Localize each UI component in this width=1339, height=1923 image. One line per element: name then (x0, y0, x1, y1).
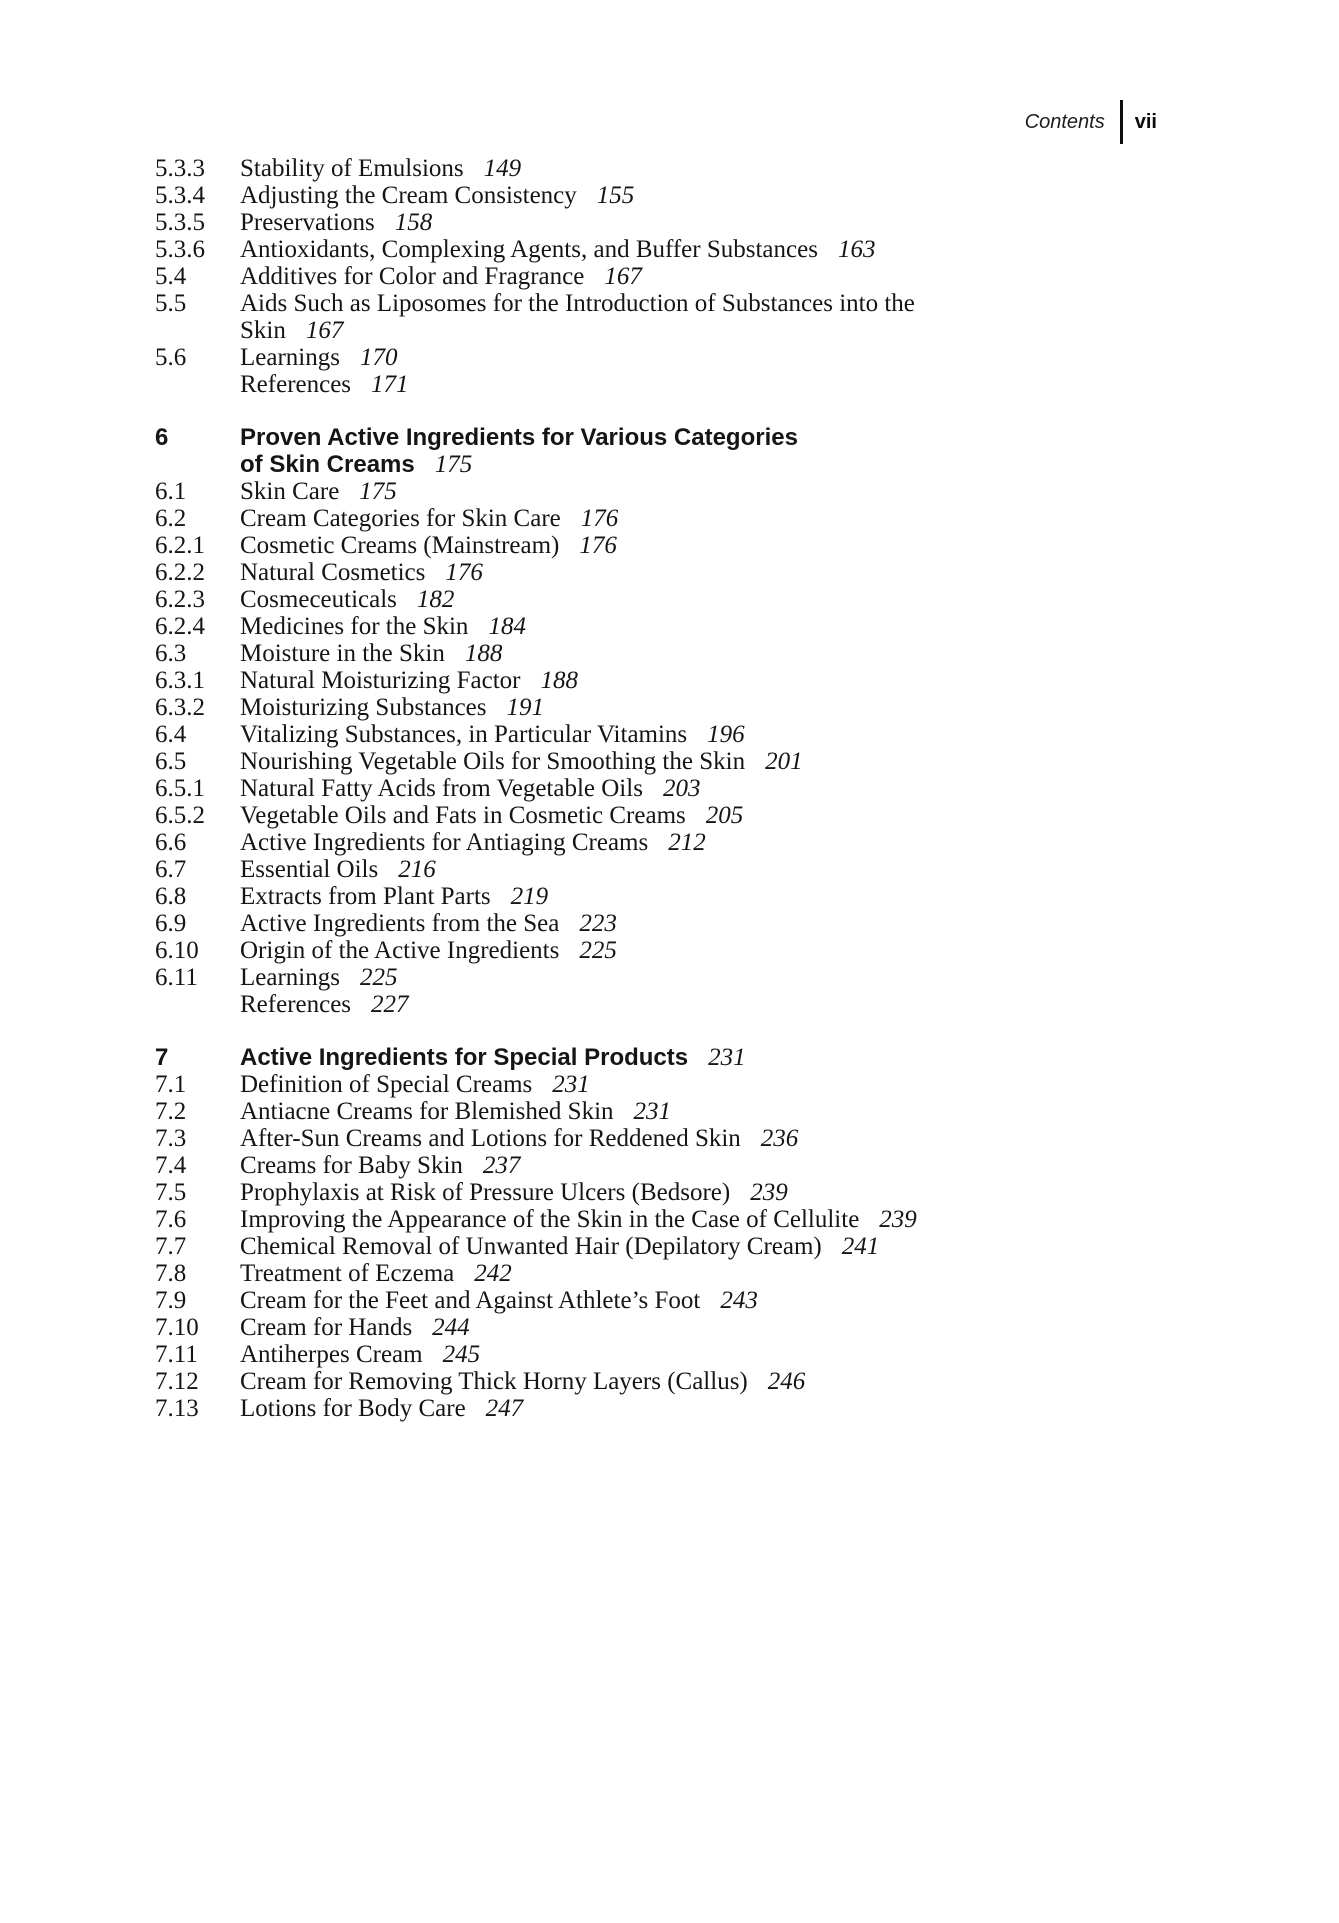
toc-entry-row (155, 883, 1215, 910)
toc-entry-row (155, 209, 1215, 236)
toc-section (155, 155, 1215, 398)
toc-entry-row (155, 1341, 1215, 1368)
entry-page-number: 201 (765, 748, 803, 775)
header-divider-rule (1120, 100, 1123, 144)
toc-entry-row (155, 344, 1215, 371)
entry-page-number: 176 (445, 559, 483, 586)
toc-entry-row (155, 236, 1215, 263)
entry-title (240, 640, 1215, 667)
entry-title-text: Essential Oils (240, 856, 379, 883)
entry-title (240, 209, 1215, 236)
chapter-title-text: of Skin Creams (240, 451, 415, 478)
entry-title (240, 856, 1215, 883)
entry-title-line (240, 613, 1215, 640)
entry-number: 6.8 (155, 883, 187, 910)
entry-title-line (240, 1206, 1215, 1233)
entry-page-number: 237 (482, 1152, 521, 1179)
entry-title-line (240, 1368, 1215, 1395)
chapter-heading-row (155, 1044, 1215, 1071)
entry-title-text: Medicines for the Skin (240, 613, 469, 640)
entry-title-text: Origin of the Active Ingredients (240, 937, 560, 964)
entry-page-number: 167 (305, 317, 344, 344)
entry-title (240, 1314, 1215, 1341)
entry-title-text: Natural Moisturizing Factor (240, 667, 521, 694)
entry-title-line (240, 667, 1215, 694)
entry-number: 6.9 (155, 910, 187, 937)
entry-number: 6.5 (155, 748, 187, 775)
entry-title (240, 236, 1215, 263)
entry-page-number: 236 (760, 1125, 799, 1152)
entry-page-number: 163 (837, 236, 876, 263)
entry-title (240, 505, 1215, 532)
entry-title (240, 263, 1215, 290)
chapter-title-line (240, 451, 1215, 478)
entry-title-text: Learnings (240, 964, 340, 991)
entry-title-text: Additives for Color and Fragrance (240, 263, 585, 290)
entry-number: 6.2.4 (155, 613, 205, 640)
toc-entry-row (155, 1314, 1215, 1341)
chapter-title (240, 1044, 1215, 1071)
entry-title-line (240, 182, 1215, 209)
entry-title-line (240, 829, 1215, 856)
chapter-number: 7 (155, 1044, 169, 1071)
entry-title (240, 1368, 1215, 1395)
entry-number: 6.4 (155, 721, 187, 748)
entry-number: 6.3.2 (155, 694, 205, 721)
chapter-heading-row (155, 424, 1215, 478)
entry-title-line (240, 532, 1215, 559)
toc-entry-row (155, 478, 1215, 505)
entry-page-number: 225 (579, 937, 617, 964)
entry-title-text: Antiherpes Cream (240, 1341, 423, 1368)
entry-number: 6.2.3 (155, 586, 205, 613)
toc-entry-row (155, 775, 1215, 802)
running-header (0, 100, 1157, 144)
entry-title-line (240, 1260, 1215, 1287)
entry-title-line (240, 505, 1215, 532)
entry-title (240, 964, 1215, 991)
entry-number: 6.2.2 (155, 559, 205, 586)
entry-page-number: 212 (668, 829, 706, 856)
page-number: vii (1134, 110, 1157, 133)
entry-title-text: Adjusting the Cream Consistency (240, 182, 577, 209)
entry-title (240, 290, 1215, 344)
toc-entry-row (155, 1395, 1215, 1422)
entry-title-text: Cream for Removing Thick Horny Layers (Callus) (240, 1368, 748, 1395)
toc-entry-row (155, 1098, 1215, 1125)
entry-title-line (240, 856, 1215, 883)
entry-title-text: Antioxidants, Complexing Agents, and Buffer Substances (240, 236, 818, 263)
toc-entry-row (155, 640, 1215, 667)
entry-title-line (240, 1314, 1215, 1341)
entry-page-number: 184 (488, 613, 526, 640)
entry-title-text: Active Ingredients for Antiaging Creams (240, 829, 649, 856)
toc-entry-row (155, 1233, 1215, 1260)
entry-title-text: Skin (240, 317, 286, 344)
chapter-number: 6 (155, 424, 169, 451)
toc-entry-row (155, 694, 1215, 721)
entry-title-line (240, 721, 1215, 748)
entry-page-number: 167 (604, 263, 642, 290)
entry-title-line (240, 344, 1215, 371)
chapter-page-number: 175 (434, 451, 473, 478)
entry-title-text: Treatment of Eczema (240, 1260, 455, 1287)
entry-title-line (240, 883, 1215, 910)
entry-number: 6.5.1 (155, 775, 205, 802)
entry-page-number: 170 (359, 344, 398, 371)
toc-entry-row (155, 182, 1215, 209)
toc-entry-row (155, 1152, 1215, 1179)
entry-title (240, 829, 1215, 856)
entry-page-number: 149 (483, 155, 522, 182)
entry-title-text: Cream for the Feet and Against Athlete’s Foot (240, 1287, 701, 1314)
entry-number: 7.2 (155, 1098, 187, 1125)
entry-number: 5.5 (155, 290, 187, 317)
toc-entry-row (155, 910, 1215, 937)
entry-title-line (240, 1098, 1215, 1125)
entry-page-number: 242 (474, 1260, 512, 1287)
entry-title-line (240, 748, 1215, 775)
entry-title (240, 775, 1215, 802)
entry-title (240, 1395, 1215, 1422)
entry-number: 5.3.6 (155, 236, 205, 263)
entry-title (240, 910, 1215, 937)
toc-entry-row (155, 1206, 1215, 1233)
entry-page-number: 231 (633, 1098, 672, 1125)
entry-title-text: Natural Fatty Acids from Vegetable Oils (240, 775, 643, 802)
entry-title (240, 883, 1215, 910)
entry-title (240, 559, 1215, 586)
entry-number: 7.11 (155, 1341, 198, 1368)
entry-title-text: After-Sun Creams and Lotions for Reddened Skin (240, 1125, 741, 1152)
entry-number: 6.10 (155, 937, 199, 964)
toc-entry-row (155, 1179, 1215, 1206)
toc-entry-row (155, 1260, 1215, 1287)
entry-title-line (240, 1341, 1215, 1368)
entry-page-number: 196 (707, 721, 745, 748)
entry-number: 7.12 (155, 1368, 199, 1395)
entry-title-line (240, 775, 1215, 802)
entry-page-number: 188 (540, 667, 578, 694)
entry-title-line (240, 964, 1215, 991)
entry-title (240, 613, 1215, 640)
entry-title (240, 1152, 1215, 1179)
entry-title-text: Definition of Special Creams (240, 1071, 533, 1098)
entry-number: 6.11 (155, 964, 198, 991)
entry-page-number: 239 (879, 1206, 917, 1233)
entry-title (240, 586, 1215, 613)
entry-title-line (240, 640, 1215, 667)
entry-title (240, 1233, 1215, 1260)
entry-page-number: 205 (705, 802, 744, 829)
entry-title-text: Active Ingredients from the Sea (240, 910, 560, 937)
toc-entry-row (155, 290, 1215, 344)
chapter-title-line (240, 424, 1215, 451)
entry-title (240, 1125, 1215, 1152)
entry-title-line (240, 263, 1215, 290)
chapter-title (240, 424, 1215, 478)
entry-number: 7.13 (155, 1395, 199, 1422)
toc (155, 155, 1215, 1422)
entry-title-line (240, 236, 1215, 263)
entry-number: 7.7 (155, 1233, 187, 1260)
entry-title-line (240, 694, 1215, 721)
entry-number: 7.3 (155, 1125, 187, 1152)
entry-page-number: 245 (442, 1341, 481, 1368)
entry-page-number: 219 (510, 883, 549, 910)
entry-title-text: Cream for Hands (240, 1314, 413, 1341)
entry-title-text: Lotions for Body Care (240, 1395, 466, 1422)
toc-entry-row (155, 802, 1215, 829)
entry-title-text: Vitalizing Substances, in Particular Vitamins (240, 721, 688, 748)
entry-title (240, 1098, 1215, 1125)
entry-page-number: 176 (579, 532, 617, 559)
toc-entry-row (155, 371, 1215, 398)
entry-number: 6.6 (155, 829, 187, 856)
running-title: Contents (1024, 110, 1105, 133)
entry-title (240, 1071, 1215, 1098)
entry-title (240, 1260, 1215, 1287)
entry-number: 6.7 (155, 856, 187, 883)
entry-page-number: 175 (359, 478, 397, 505)
entry-title-line (240, 155, 1215, 182)
toc-entry-row (155, 856, 1215, 883)
entry-title-text: Moisture in the Skin (240, 640, 445, 667)
entry-number: 6.3 (155, 640, 187, 667)
entry-page-number: 171 (371, 371, 409, 398)
entry-number: 6.3.1 (155, 667, 205, 694)
toc-entry-row (155, 721, 1215, 748)
entry-title (240, 1206, 1215, 1233)
entry-title-line (240, 1287, 1215, 1314)
toc-entry-row (155, 667, 1215, 694)
entry-page-number: 191 (506, 694, 545, 721)
entry-title-line (240, 991, 1215, 1018)
toc-entry-row (155, 263, 1215, 290)
entry-title-line (240, 1179, 1215, 1206)
entry-title-text: Creams for Baby Skin (240, 1152, 463, 1179)
entry-page-number: 243 (720, 1287, 758, 1314)
entry-title (240, 344, 1215, 371)
entry-number: 6.2 (155, 505, 187, 532)
entry-page-number: 203 (662, 775, 701, 802)
entry-title-text: References (240, 991, 352, 1018)
entry-title-text: Natural Cosmetics (240, 559, 426, 586)
entry-title (240, 667, 1215, 694)
entry-page-number: 158 (394, 209, 433, 236)
entry-title-line (240, 586, 1215, 613)
entry-number: 5.3.3 (155, 155, 205, 182)
entry-number: 5.3.5 (155, 209, 205, 236)
chapter-page-number: 231 (708, 1044, 746, 1071)
entry-number: 7.8 (155, 1260, 187, 1287)
entry-title-text: Cosmeceuticals (240, 586, 397, 613)
entry-title-text: Cosmetic Creams (Mainstream) (240, 532, 560, 559)
toc-entry-row (155, 991, 1215, 1018)
entry-page-number: 176 (580, 505, 619, 532)
entry-page-number: 247 (485, 1395, 524, 1422)
toc-entry-row (155, 559, 1215, 586)
entry-title (240, 371, 1215, 398)
entry-title (240, 1341, 1215, 1368)
entry-title-line (240, 937, 1215, 964)
entry-number: 7.5 (155, 1179, 187, 1206)
entry-title (240, 694, 1215, 721)
entry-title (240, 532, 1215, 559)
entry-title (240, 748, 1215, 775)
entry-title-line (240, 317, 1215, 344)
entry-title-text: Extracts from Plant Parts (240, 883, 491, 910)
entry-page-number: 227 (371, 991, 409, 1018)
entry-number: 7.4 (155, 1152, 187, 1179)
entry-title (240, 182, 1215, 209)
entry-title (240, 721, 1215, 748)
toc-section (155, 424, 1215, 1018)
entry-title-text: Aids Such as Liposomes for the Introduction of Substances into the (240, 290, 915, 317)
entry-title-line (240, 290, 1215, 317)
entry-number: 6.2.1 (155, 532, 205, 559)
entry-title-text: Stability of Emulsions (240, 155, 464, 182)
toc-entry-row (155, 964, 1215, 991)
toc-entry-row (155, 532, 1215, 559)
entry-page-number: 182 (416, 586, 455, 613)
entry-title (240, 937, 1215, 964)
entry-title-text: Moisturizing Substances (240, 694, 487, 721)
chapter-title-text: Active Ingredients for Special Products (240, 1044, 689, 1071)
entry-title-line (240, 910, 1215, 937)
entry-title (240, 1179, 1215, 1206)
toc-entry-row (155, 1287, 1215, 1314)
entry-title-text: Cream Categories for Skin Care (240, 505, 561, 532)
entry-page-number: 223 (579, 910, 617, 937)
entry-number: 7.9 (155, 1287, 187, 1314)
entry-title-text: Skin Care (240, 478, 340, 505)
entry-title-line (240, 371, 1215, 398)
entry-page-number: 225 (359, 964, 398, 991)
entry-title (240, 155, 1215, 182)
entry-title (240, 1287, 1215, 1314)
entry-title-line (240, 478, 1215, 505)
entry-title-line (240, 559, 1215, 586)
entry-page-number: 239 (750, 1179, 788, 1206)
entry-title (240, 802, 1215, 829)
entry-page-number: 155 (596, 182, 635, 209)
toc-entry-row (155, 586, 1215, 613)
entry-page-number: 188 (464, 640, 503, 667)
entry-page-number: 241 (841, 1233, 880, 1260)
entry-title-line (240, 1233, 1215, 1260)
chapter-title-text: Proven Active Ingredients for Various Categories (240, 424, 798, 451)
entry-number: 5.3.4 (155, 182, 205, 209)
entry-title-text: References (240, 371, 352, 398)
entry-title-line (240, 802, 1215, 829)
entry-title-text: Improving the Appearance of the Skin in the Case of Cellulite (240, 1206, 860, 1233)
entry-title-line (240, 1395, 1215, 1422)
entry-number: 5.4 (155, 263, 187, 290)
entry-page-number: 244 (432, 1314, 470, 1341)
entry-page-number: 216 (398, 856, 436, 883)
entry-number: 7.6 (155, 1206, 187, 1233)
entry-title (240, 991, 1215, 1018)
toc-entry-row (155, 155, 1215, 182)
toc-entry-row (155, 505, 1215, 532)
toc-entry-row (155, 1368, 1215, 1395)
entry-page-number: 231 (552, 1071, 590, 1098)
entry-title-text: Prophylaxis at Risk of Pressure Ulcers (Bedsore) (240, 1179, 731, 1206)
entry-title-line (240, 1125, 1215, 1152)
entry-title-line (240, 1152, 1215, 1179)
entry-title-line (240, 209, 1215, 236)
entry-title-text: Learnings (240, 344, 340, 371)
toc-entry-row (155, 1071, 1215, 1098)
toc-entry-row (155, 748, 1215, 775)
entry-number: 7.1 (155, 1071, 187, 1098)
entry-title-line (240, 1071, 1215, 1098)
toc-entry-row (155, 937, 1215, 964)
entry-title-text: Nourishing Vegetable Oils for Smoothing the Skin (240, 748, 746, 775)
entry-number: 7.10 (155, 1314, 199, 1341)
entry-title-text: Vegetable Oils and Fats in Cosmetic Creams (240, 802, 686, 829)
entry-title (240, 478, 1215, 505)
entry-title-text: Antiacne Creams for Blemished Skin (240, 1098, 614, 1125)
entry-number: 5.6 (155, 344, 187, 371)
entry-title-text: Chemical Removal of Unwanted Hair (Depilatory Cream) (240, 1233, 822, 1260)
toc-section (155, 1044, 1215, 1422)
entry-title-text: Preservations (240, 209, 375, 236)
toc-entry-row (155, 829, 1215, 856)
entry-number: 6.5.2 (155, 802, 205, 829)
entry-number: 6.1 (155, 478, 187, 505)
toc-entry-row (155, 1125, 1215, 1152)
toc-entry-row (155, 613, 1215, 640)
chapter-title-line (240, 1044, 1215, 1071)
entry-page-number: 246 (767, 1368, 806, 1395)
